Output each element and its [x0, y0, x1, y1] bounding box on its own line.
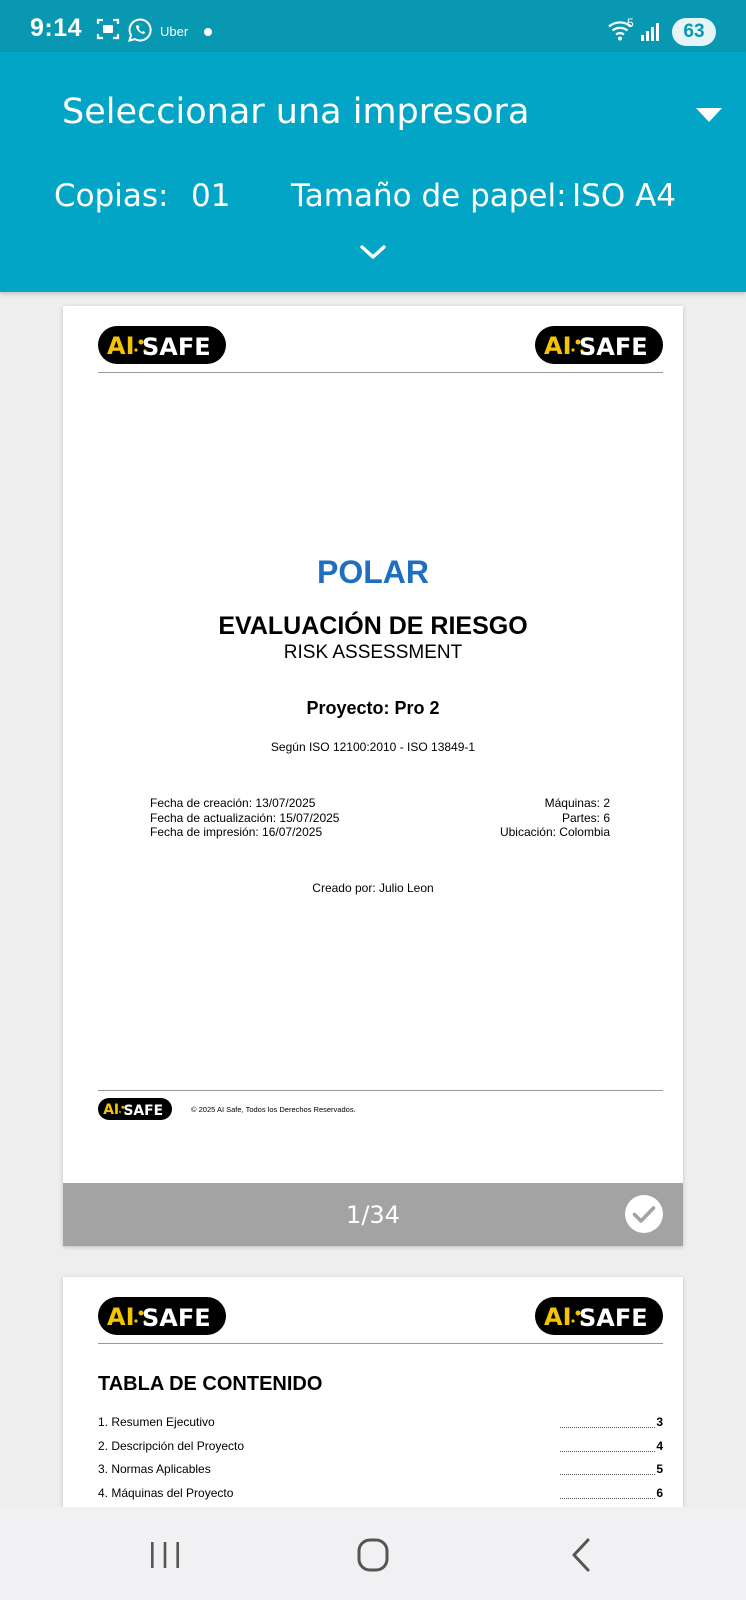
toc-entry	[98, 1462, 663, 1486]
standard-reference: Según ISO 12100:2010 - ISO 13849-1	[270, 740, 476, 754]
toc-entry-page: 4	[656, 1438, 663, 1453]
toc-entry-label: 1. Resumen Ejecutivo	[98, 1415, 215, 1429]
document-title: EVALUACIÓN DE RIESGO	[218, 612, 528, 640]
toc-leader	[560, 1451, 655, 1452]
svg-text:AI: AI	[107, 1303, 135, 1331]
page-indicator-bar	[63, 1183, 683, 1246]
clock: 9:14	[30, 14, 83, 42]
ai-safe-logo	[98, 1297, 226, 1335]
recent-apps-icon[interactable]	[145, 1537, 185, 1573]
svg-text:SAFE: SAFE	[579, 333, 648, 361]
svg-text:AI: AI	[107, 332, 135, 360]
header-divider	[98, 1343, 663, 1344]
toc-entry	[98, 1415, 663, 1439]
machines-count: Máquinas: 2	[544, 796, 610, 810]
toc-leader	[560, 1427, 655, 1428]
copyright: © 2025 AI Safe, Todos los Derechos Reservados.	[191, 1105, 356, 1114]
svg-text:SAFE: SAFE	[123, 1102, 164, 1119]
project-name: Proyecto: Pro 2	[306, 698, 440, 718]
dropdown-arrow-icon[interactable]	[696, 108, 722, 122]
navigation-bar	[0, 1507, 746, 1600]
document-subtitle: RISK ASSESSMENT	[283, 642, 463, 663]
document-dates	[150, 796, 339, 840]
ai-safe-logo	[98, 1098, 172, 1120]
toc-entry-page: 6	[656, 1485, 663, 1500]
toc-list	[98, 1415, 663, 1507]
page-number: 1/34	[346, 1201, 400, 1229]
ai-safe-logo	[98, 326, 226, 364]
copies-value[interactable]: 01	[191, 178, 231, 214]
svg-text:SAFE: SAFE	[142, 333, 211, 361]
toc-leader	[560, 1474, 655, 1475]
paper-size-label: Tamaño de papel:	[291, 178, 567, 214]
battery-indicator: 63	[672, 18, 716, 46]
toc-entry-label: 3. Normas Aplicables	[98, 1462, 211, 1476]
chevron-down-icon[interactable]	[358, 240, 388, 264]
toc-title: TABLA DE CONTENIDO	[98, 1373, 323, 1395]
back-icon[interactable]	[563, 1537, 603, 1573]
creation-date: Fecha de creación: 13/07/2025	[150, 796, 316, 810]
print-date: Fecha de impresión: 16/07/2025	[150, 825, 323, 839]
screenshot-icon	[96, 17, 120, 41]
svg-text:AI: AI	[544, 1303, 572, 1331]
home-icon[interactable]	[353, 1537, 393, 1573]
ai-safe-logo	[535, 1297, 663, 1335]
author: Creado por: Julio Leon	[312, 881, 434, 895]
footer-divider	[98, 1090, 663, 1091]
svg-text:AI: AI	[103, 1102, 120, 1119]
signal-icon	[640, 20, 664, 42]
copies-label: Copias:	[54, 178, 169, 214]
toc-entry-label: 2. Descripción del Proyecto	[98, 1438, 245, 1453]
svg-text:AI: AI	[544, 332, 572, 360]
svg-text:SAFE: SAFE	[142, 1304, 211, 1332]
company-name: POLAR	[317, 554, 429, 590]
header-divider	[98, 372, 663, 373]
toc-entry	[98, 1486, 663, 1508]
toc-entry-page: 5	[656, 1462, 663, 1476]
print-options-header	[0, 52, 746, 292]
update-date: Fecha de actualización: 15/07/2025	[150, 810, 340, 825]
parts-count: Partes: 6	[561, 810, 610, 825]
uber-notification: Uber	[160, 24, 189, 39]
toc-entry-label: 4. Máquinas del Proyecto	[98, 1485, 234, 1500]
whatsapp-icon	[127, 17, 153, 43]
toc-entry-page: 3	[656, 1415, 663, 1429]
more-notifications-dot	[204, 28, 212, 36]
project-summary	[500, 796, 610, 840]
printer-selector[interactable]: Seleccionar una impresora	[62, 92, 530, 132]
toc-leader	[560, 1498, 655, 1499]
toc-entry	[98, 1439, 663, 1463]
page-preview-1[interactable]	[63, 306, 683, 1246]
location: Ubicación: Colombia	[499, 825, 610, 839]
page-preview-2[interactable]	[63, 1277, 683, 1507]
wifi-generation: 5	[627, 16, 634, 30]
status-bar	[0, 0, 746, 52]
svg-text:SAFE: SAFE	[579, 1304, 648, 1332]
ai-safe-logo	[535, 326, 663, 364]
page-selected-checkbox[interactable]	[624, 1194, 664, 1234]
paper-size-value[interactable]: ISO A4	[572, 178, 677, 214]
